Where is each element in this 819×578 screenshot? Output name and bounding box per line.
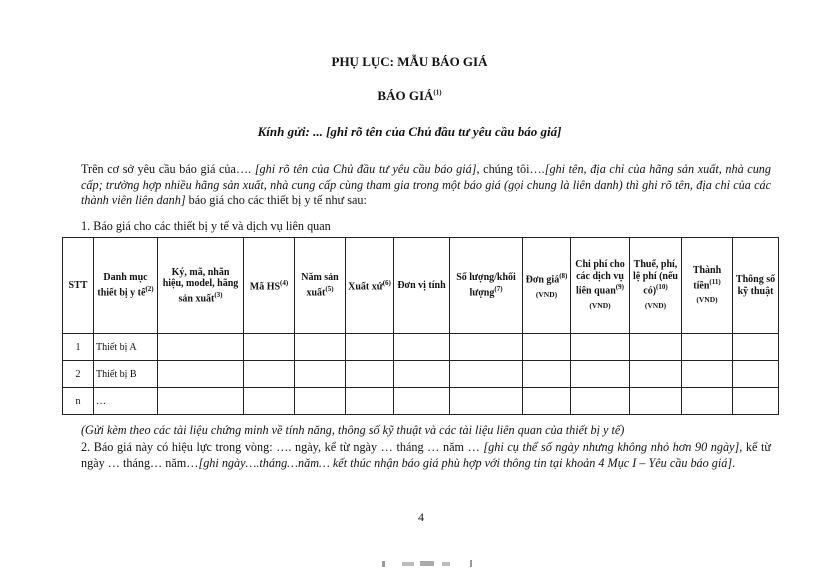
column-header-label: Thành tiền (692, 265, 722, 291)
column-header (244, 238, 295, 334)
column-header-unit: (VND) (589, 301, 611, 311)
column-header (94, 238, 158, 334)
empty-cell (571, 388, 630, 415)
column-header-note: (4) (280, 279, 289, 288)
empty-cell (244, 334, 295, 361)
empty-cell (682, 388, 733, 415)
column-header-label: Chi phí cho các dịch vụ liên quan (575, 259, 625, 297)
column-header-label: Số lượng/khối lượng (456, 272, 516, 299)
column-header-label: Xuất xứ (348, 281, 383, 293)
column-header-unit: (VND) (644, 301, 667, 311)
column-header-note: (9) (615, 283, 624, 292)
column-header-note: (8) (559, 271, 568, 280)
intro-placeholder-2: [ghi tên, địa chỉ của hãng sản xuất, nhà cung cấp; trường hợp nhiều hãng sản xuất, nhà cung cấp cùng tham gia trong một báo giá (gọi chung là liên danh) thì ghi rõ tên, địa chỉ của các thành viên liên danh] (81, 162, 771, 207)
empty-cell (394, 361, 450, 388)
quote-title-note: (1) (433, 88, 442, 97)
column-header-label: Thông số kỹ thuật (735, 274, 776, 297)
column-header-note: (10) (656, 283, 668, 292)
validity-text-1: 2. Báo giá này có hiệu lực trong vòng: …. ngày, kể từ ngày … tháng … năm … (81, 440, 484, 454)
empty-cell (682, 334, 733, 361)
table-row (63, 334, 779, 361)
row-number-cell: n (63, 388, 94, 415)
empty-cell (630, 388, 682, 415)
column-header-note: (3) (214, 290, 223, 299)
empty-cell (450, 361, 523, 388)
empty-cell (158, 361, 244, 388)
recipient-placeholder: [ghi rõ tên của Chủ đầu tư yêu cầu báo giá] (326, 124, 562, 139)
column-header-label: Năm sản xuất (301, 272, 339, 299)
empty-cell (244, 361, 295, 388)
column-header-unit: (VND) (696, 295, 718, 305)
empty-cell (346, 334, 394, 361)
empty-cell (630, 361, 682, 388)
column-header-note: (5) (325, 284, 334, 293)
row-number-cell: 2 (63, 361, 94, 388)
validity-placeholder-1: [ghi cụ thể số ngày nhưng không nhỏ hơn 90 ngày] (483, 440, 740, 454)
empty-cell (295, 334, 346, 361)
empty-cell (394, 388, 450, 415)
intro-text-2: , chúng tôi…. (476, 162, 545, 176)
intro-text-1: Trên cơ sở yêu cầu báo giá của…. (81, 162, 255, 176)
empty-cell (733, 361, 779, 388)
column-header (346, 238, 394, 334)
intro-placeholder-1: [ghi rõ tên của Chủ đầu tư yêu cầu báo giá] (254, 162, 477, 176)
column-header-unit: (VND) (535, 289, 558, 299)
quote-title (0, 88, 819, 104)
column-header (158, 238, 244, 334)
recipient-line (0, 124, 819, 140)
empty-cell (523, 388, 571, 415)
page-number: 4 (418, 510, 424, 524)
column-header (571, 238, 630, 334)
column-header-label: STT (68, 279, 88, 291)
empty-cell (295, 361, 346, 388)
device-name-cell: … (94, 388, 158, 415)
empty-cell (346, 388, 394, 415)
column-header-label: Ký, mã, nhãn hiệu, model, hãng sản xuất (162, 266, 239, 304)
quote-title-text: BÁO GIÁ (377, 88, 434, 103)
empty-cell (733, 388, 779, 415)
column-header-note: (2) (145, 284, 154, 293)
table-row (63, 361, 779, 388)
column-header-label: Thuế, phí, lệ phí (nếu có) (632, 259, 678, 297)
column-header (394, 238, 450, 334)
empty-cell (295, 388, 346, 415)
column-header (450, 238, 523, 334)
column-header-label: Đơn vị tính (397, 279, 446, 291)
appendix-title: PHỤ LỤC: MẪU BÁO GIÁ (331, 54, 488, 69)
device-name-cell: Thiết bị B (94, 361, 158, 388)
empty-cell (630, 334, 682, 361)
empty-cell (394, 334, 450, 361)
column-header-label: Mã HS (249, 281, 281, 293)
column-header-note: (6) (382, 279, 391, 288)
row-number-cell: 1 (63, 334, 94, 361)
empty-cell (571, 361, 630, 388)
quote-table (62, 237, 779, 415)
empty-cell (450, 334, 523, 361)
column-header (63, 238, 94, 334)
table-header-row (63, 238, 779, 334)
section-1-heading: 1. Báo giá cho các thiết bị y tế và dịch vụ liên quan (81, 219, 331, 233)
scan-artifact (380, 556, 480, 570)
column-header-label: Đơn giá (525, 274, 560, 286)
column-header (523, 238, 571, 334)
intro-paragraph (81, 162, 771, 209)
column-header (733, 238, 779, 334)
recipient-label: Kính gửi: ... (257, 124, 323, 139)
device-name-cell: Thiết bị A (94, 334, 158, 361)
validity-paragraph (81, 440, 771, 471)
empty-cell (523, 334, 571, 361)
table-row (63, 388, 779, 415)
column-header-note: (11) (709, 277, 721, 286)
empty-cell (523, 361, 571, 388)
column-header (630, 238, 682, 334)
empty-cell (158, 334, 244, 361)
empty-cell (450, 388, 523, 415)
empty-cell (733, 334, 779, 361)
empty-cell (244, 388, 295, 415)
empty-cell (571, 334, 630, 361)
column-header (295, 238, 346, 334)
validity-text-3: . (732, 455, 736, 470)
column-header (682, 238, 733, 334)
validity-placeholder-2: [ghi ngày….tháng…năm… kết thúc nhận báo giá phù hợp với thông tin tại khoản 4 Mục I – Yêu cầu báo giá] (198, 455, 733, 470)
validity-text-2: , kể từ ngày … tháng… năm… (81, 440, 771, 470)
empty-cell (158, 388, 244, 415)
column-header-label: Danh mục thiết bị y tế (97, 272, 148, 299)
empty-cell (682, 361, 733, 388)
empty-cell (346, 361, 394, 388)
column-header-note: (7) (494, 284, 503, 293)
intro-text-3: báo giá cho các thiết bị y tế như sau: (185, 193, 367, 207)
attachment-note: (Gửi kèm theo các tài liệu chứng minh về tính năng, thông số kỹ thuật và các tài liệu liên quan của thiết bị y tế) (81, 423, 625, 437)
